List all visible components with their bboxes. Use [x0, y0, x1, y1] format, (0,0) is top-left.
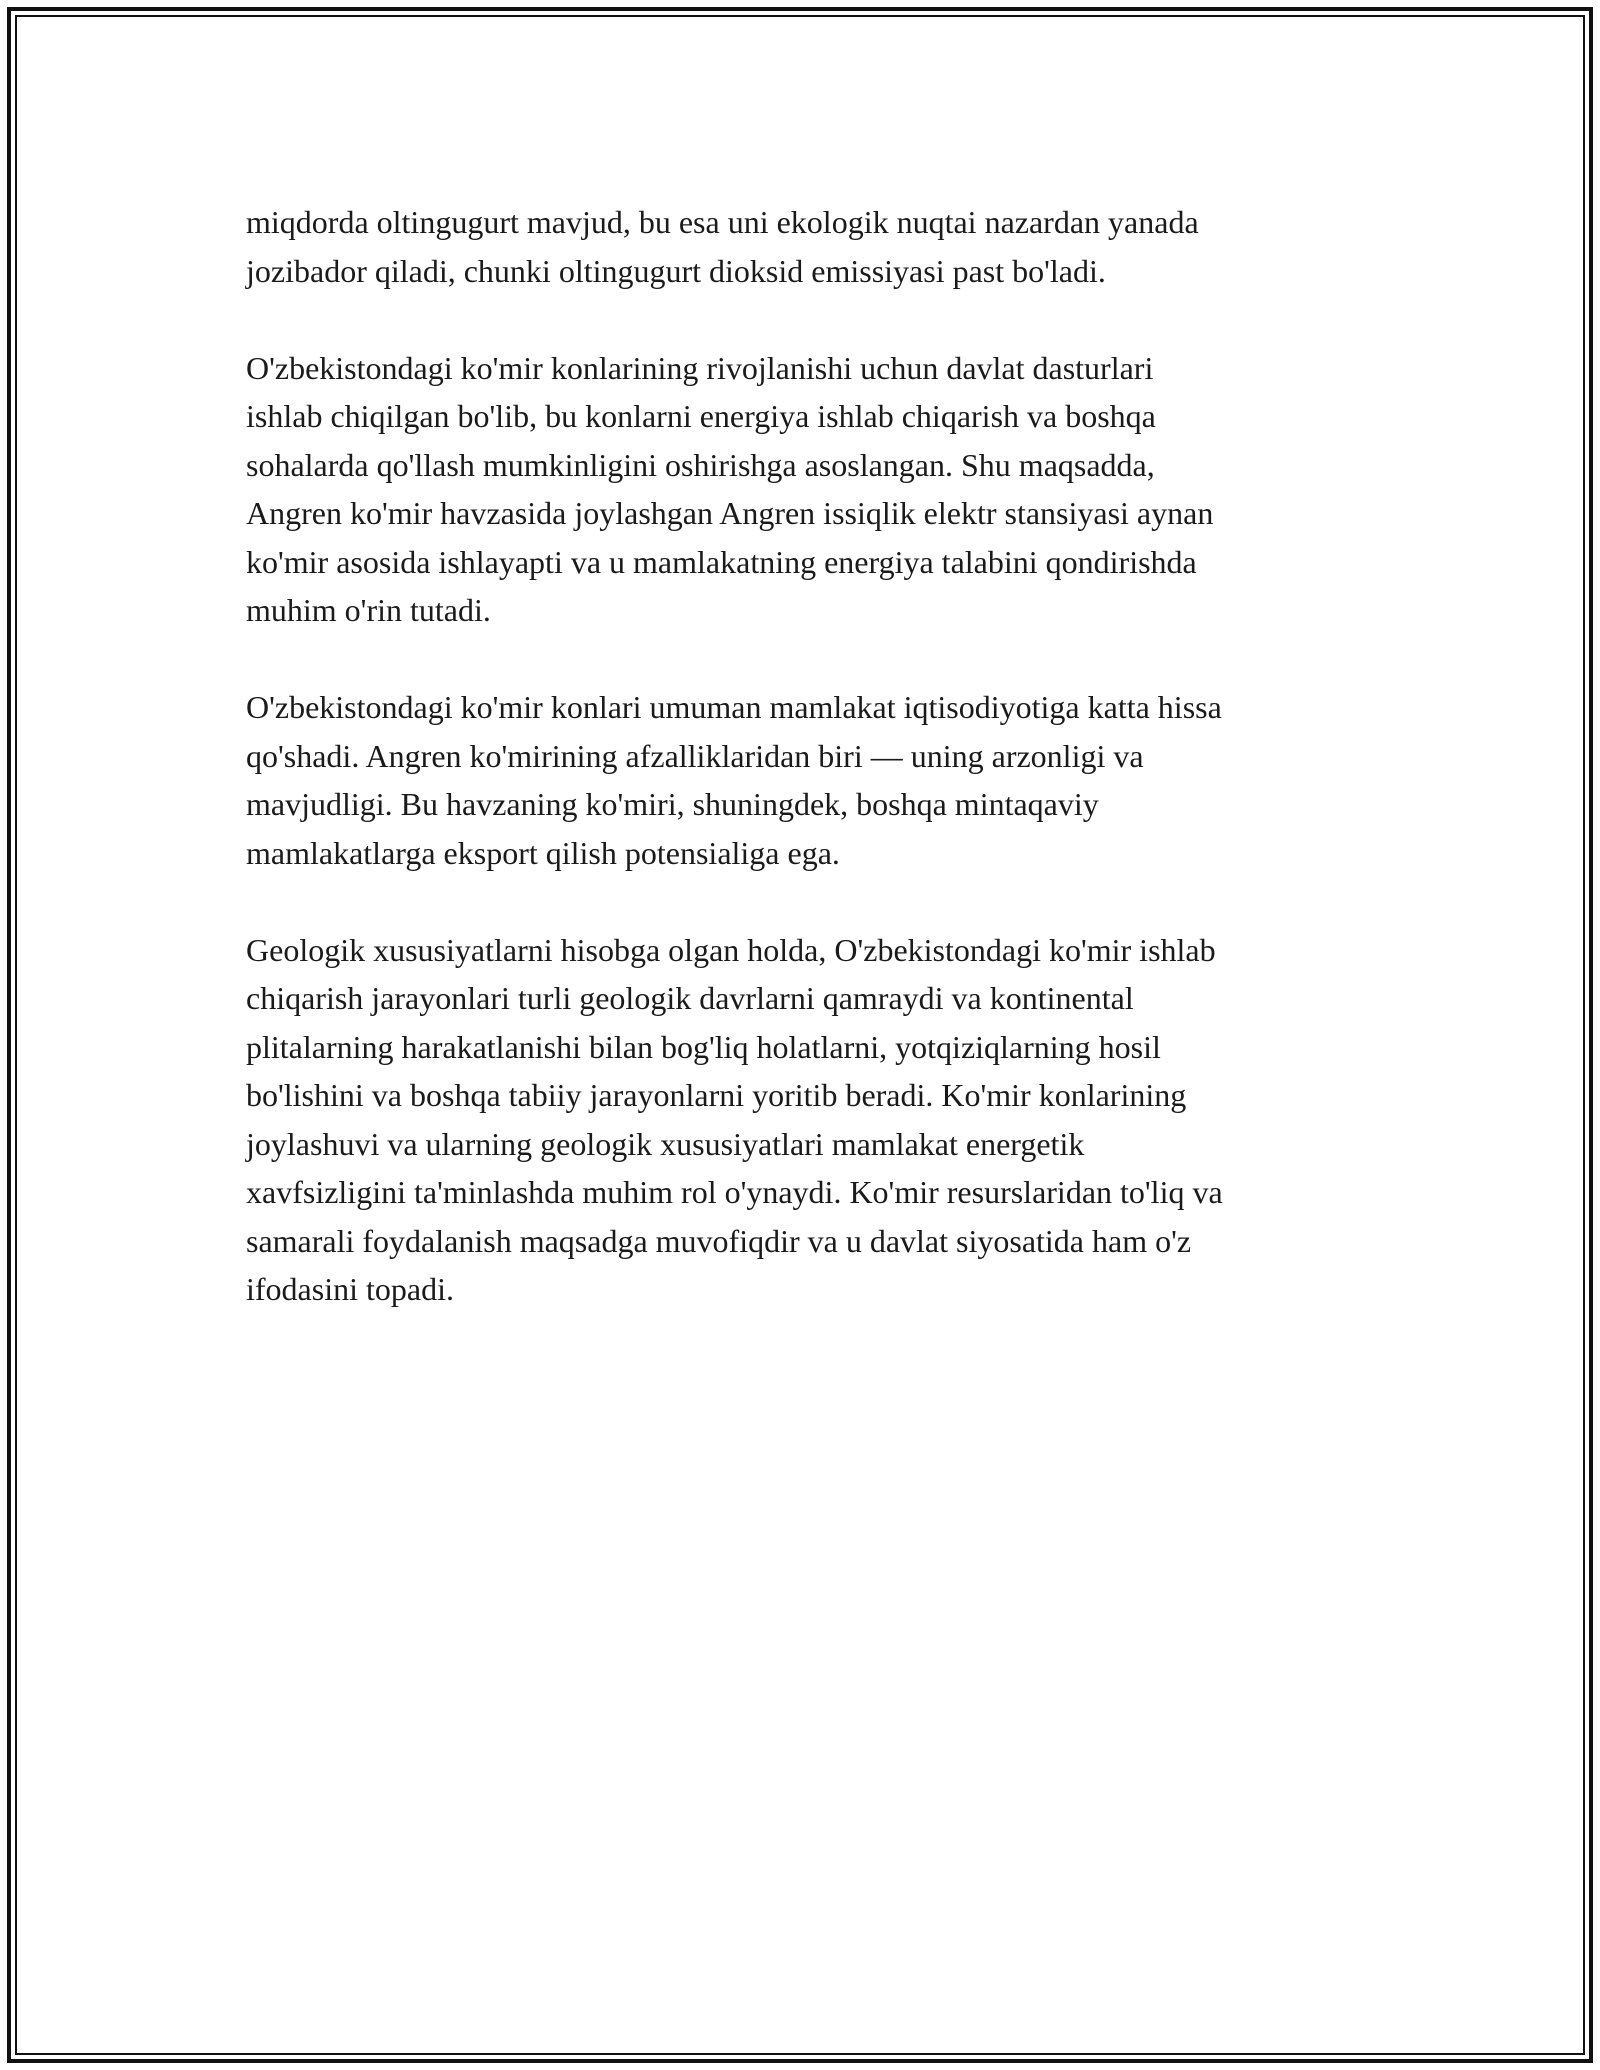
- paragraph-3: O'zbekistondagi ko'mir konlari umuman mamlakat iqtisodiyotiga katta hissa qo'shadi. Angren ko'mirining afzalliklaridan biri — uning arzonligi va mavjudligi. Bu havzaning ko'miri, shuningdek, boshqa mintaqaviy mamlakatlarga eksport qilish potensialiga ega.: [246, 689, 1222, 871]
- document-body: [246, 198, 1376, 1362]
- page-frame: [7, 7, 1593, 2063]
- paragraph-1: miqdorda oltingugurt mavjud, bu esa uni ekologik nuqtai nazardan yanada jozibador qiladi, chunki oltingugurt dioksid emissiyasi past bo'ladi.: [246, 204, 1199, 289]
- paragraph-4: Geologik xususiyatlarni hisobga olgan holda, O'zbekistondagi ko'mir ishlab chiqarish jarayonlari turli geologik davrlarni qamraydi va kontinental plitalarning harakatlanishi bilan bog'liq holatlarni, yotqiziqlarning hosil bo'lishini va boshqa tabiiy jarayonlarni yoritib beradi. Ko'mir konlarining joylashuvi va ularning geologik xususiyatlari mamlakat energetik xavfsizligini ta'minlashda muhim rol o'ynaydi. Ko'mir resurslaridan to'liq va samarali foydalanish maqsadga muvofiqdir va u davlat siyosatida ham o'z ifodasini topadi.: [246, 931, 1223, 1307]
- paragraph-2: O'zbekistondagi ko'mir konlarining rivojlanishi uchun davlat dasturlari ishlab chiqilgan bo'lib, bu konlarni energiya ishlab chiqarish va boshqa sohalarda qo'llash mumkinligini oshirishga asoslangan. Shu maqsadda, Angren ko'mir havzasida joylashgan Angren issiqlik elektr stansiyasi aynan ko'mir asosida ishlayapti va u mamlakatning energiya talabini qondirishda muhim o'rin tutadi.: [246, 349, 1214, 628]
